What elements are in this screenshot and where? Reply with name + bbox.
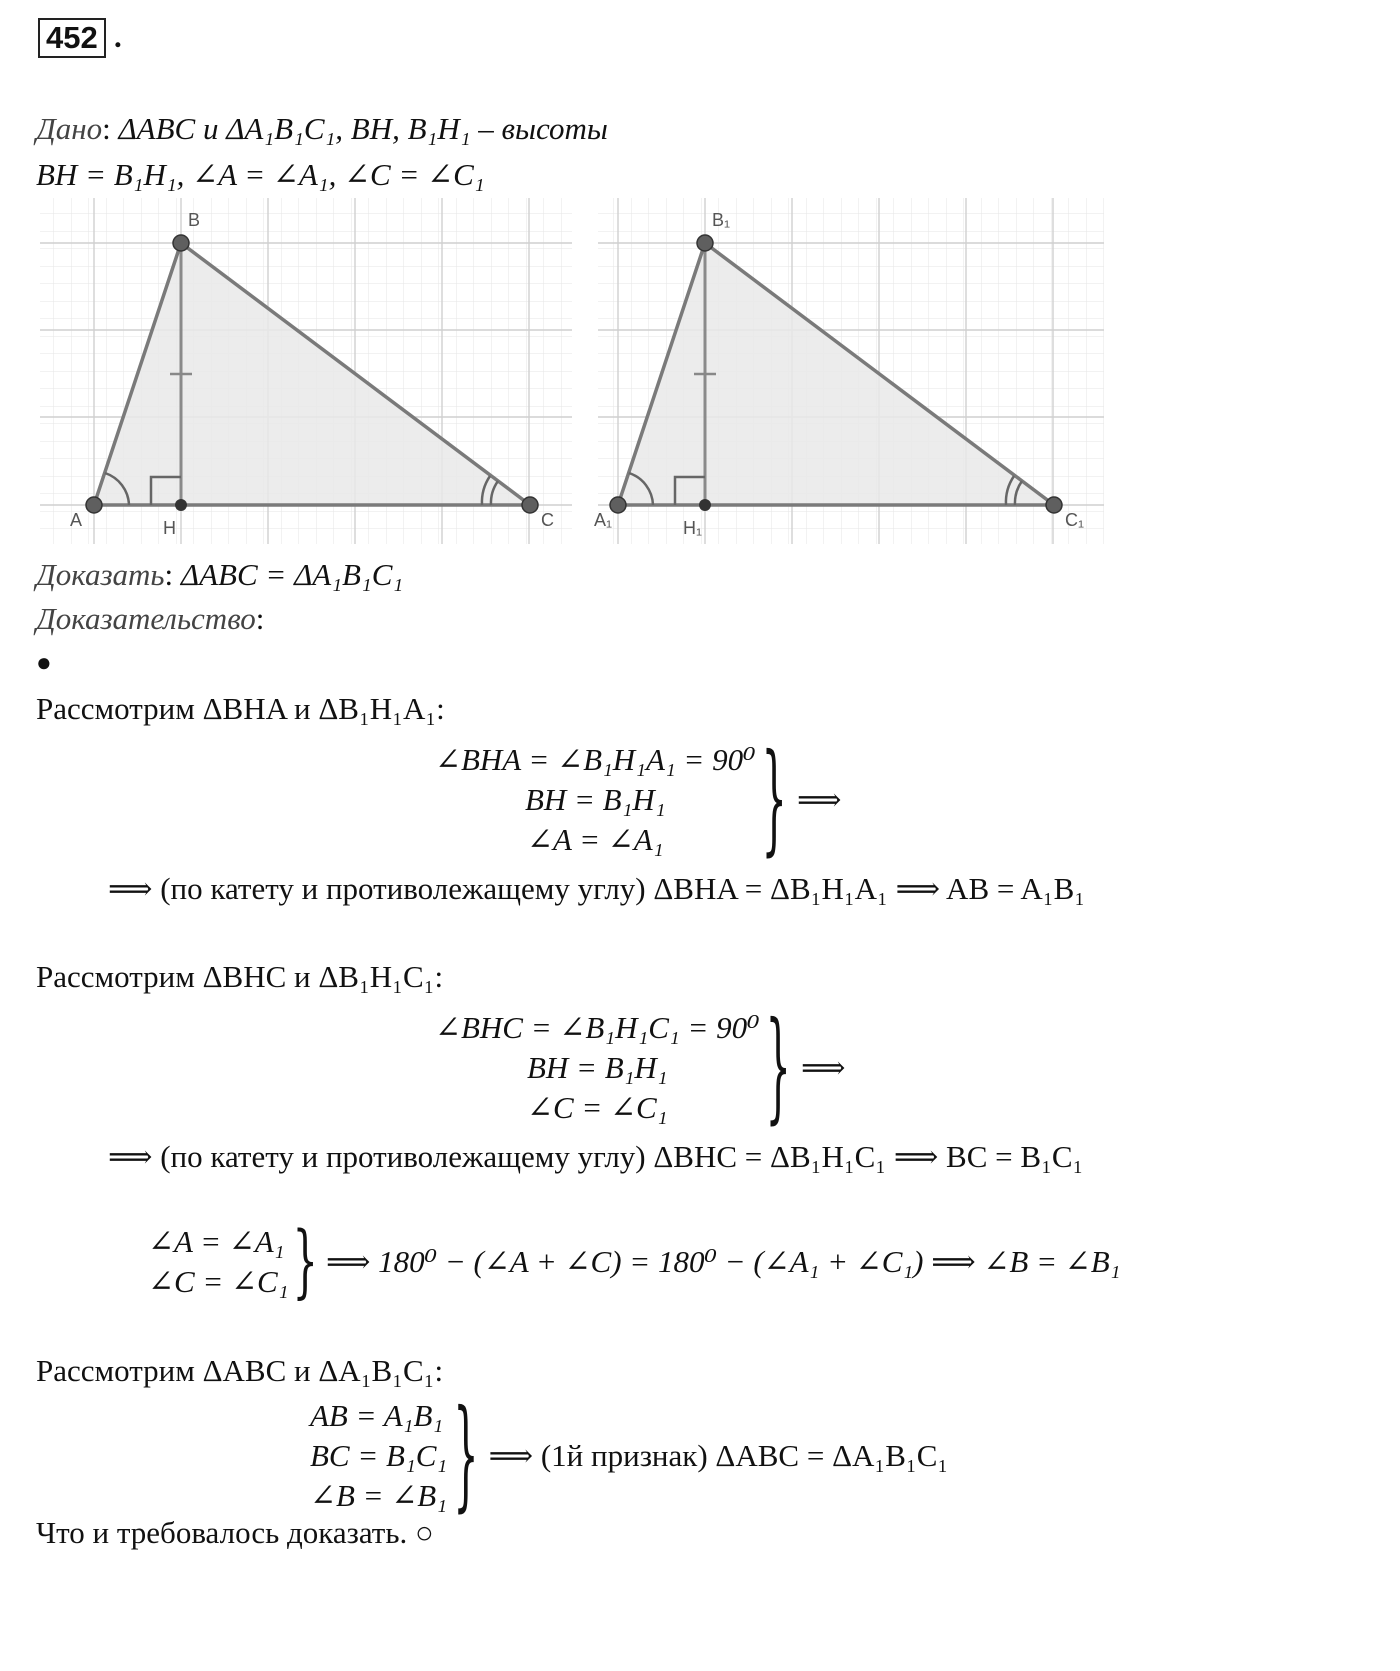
problem-number-text: 452	[46, 20, 98, 55]
step2-intro: Рассмотрим ΔBHC и ΔB₁H₁C₁:	[36, 959, 444, 994]
label-c: C	[541, 510, 554, 530]
point-b	[173, 235, 189, 251]
proof-label: Доказательство	[36, 601, 256, 636]
step2-line-1: ∠BHC = ∠B₁H₁C₁ = 90⁰	[435, 1010, 760, 1045]
step1-conclusion: ⟹ (по катету и противолежащему углу) ΔBHA = ΔB₁H₁A₁ ⟹ AB = A₁B₁	[108, 871, 1086, 906]
prove-line: Доказать: ΔABC = ΔA₁B₁C₁	[36, 557, 404, 592]
step1-lines	[435, 740, 756, 860]
point-a1	[610, 497, 626, 513]
step3-line-1: ∠A = ∠A₁	[148, 1224, 285, 1259]
step1-implies: ⟹	[796, 782, 842, 817]
label-h: H	[163, 518, 176, 538]
given-label: Дано	[36, 111, 103, 146]
step4-line-2: BC = B₁C₁	[310, 1438, 448, 1473]
proof-heading: Доказательство:	[36, 601, 265, 636]
step4-intro: Рассмотрим ΔABC и ΔA₁B₁C₁:	[36, 1353, 444, 1388]
step3-conclusion: ⟹ 180⁰ − (∠A + ∠C) = 180⁰ − (∠A₁ + ∠C₁) ⟹ ∠B = ∠B₁	[325, 1244, 1121, 1279]
step2-conclusion: ⟹ (по катету и противолежащему углу) ΔBHC = ΔB₁H₁C₁ ⟹ BC = B₁C₁	[108, 1139, 1084, 1174]
given-line-1: Дано: ΔABC и ΔA₁B₁C₁, BH, B₁H₁ – высоты	[36, 111, 608, 146]
given-text-1: ΔABC и ΔA₁B₁C₁, BH, B₁H₁ – высоты	[118, 111, 608, 146]
step1-line-1: ∠BHA = ∠B₁H₁A₁ = 90⁰	[435, 742, 756, 777]
step4-system	[310, 1387, 949, 1525]
label-c1: C₁	[1065, 510, 1085, 530]
label-b: B	[188, 210, 201, 230]
point-b1	[697, 235, 713, 251]
prove-label: Доказать	[36, 557, 165, 592]
point-h1	[699, 499, 711, 511]
bullet: ●	[36, 648, 52, 677]
step1-line-2: BH = B₁H₁	[524, 782, 666, 817]
label-a: A	[70, 510, 83, 530]
label-h1: H₁	[683, 518, 703, 538]
step1-line-3: ∠A = ∠A₁	[527, 822, 664, 857]
step3-brace: }	[292, 1216, 318, 1308]
step1-system	[435, 731, 842, 869]
step1-brace: }	[761, 731, 787, 869]
qed-line: Что и требовалось доказать. ○	[36, 1515, 434, 1550]
step2-line-3: ∠C = ∠C₁	[527, 1090, 668, 1125]
step4-brace: }	[453, 1387, 479, 1525]
step2-line-2: BH = B₁H₁	[526, 1050, 668, 1085]
step4-line-3: ∠B = ∠B₁	[310, 1478, 448, 1513]
step4-conclusion: ⟹ (1й признак) ΔABC = ΔA₁B₁C₁	[488, 1438, 949, 1473]
point-c	[522, 497, 538, 513]
step4-lines	[310, 1396, 447, 1516]
problem-number-dot: .	[114, 19, 122, 54]
step2-brace: }	[765, 999, 791, 1137]
step4-line-1: AB = A₁B₁	[310, 1398, 444, 1433]
step2-implies: ⟹	[801, 1050, 846, 1085]
step1-intro: Рассмотрим ΔBHA и ΔB₁H₁A₁:	[36, 691, 445, 726]
problem-number	[38, 18, 106, 58]
step2-lines	[435, 1008, 760, 1128]
label-b1: B₁	[712, 210, 731, 230]
prove-statement: ΔABC = ΔA₁B₁C₁	[180, 557, 404, 592]
point-h	[175, 499, 187, 511]
step3-line-2: ∠C = ∠C₁	[148, 1264, 289, 1299]
point-c1	[1046, 497, 1062, 513]
triangles-figure	[36, 196, 1106, 548]
step2-system	[435, 999, 846, 1137]
point-a	[86, 497, 102, 513]
step3-lines	[148, 1222, 289, 1302]
step3-system	[148, 1216, 1121, 1308]
given-line-2: BH = B₁H₁, ∠A = ∠A₁, ∠C = ∠C₁	[36, 157, 485, 192]
label-a1: A₁	[594, 510, 613, 530]
